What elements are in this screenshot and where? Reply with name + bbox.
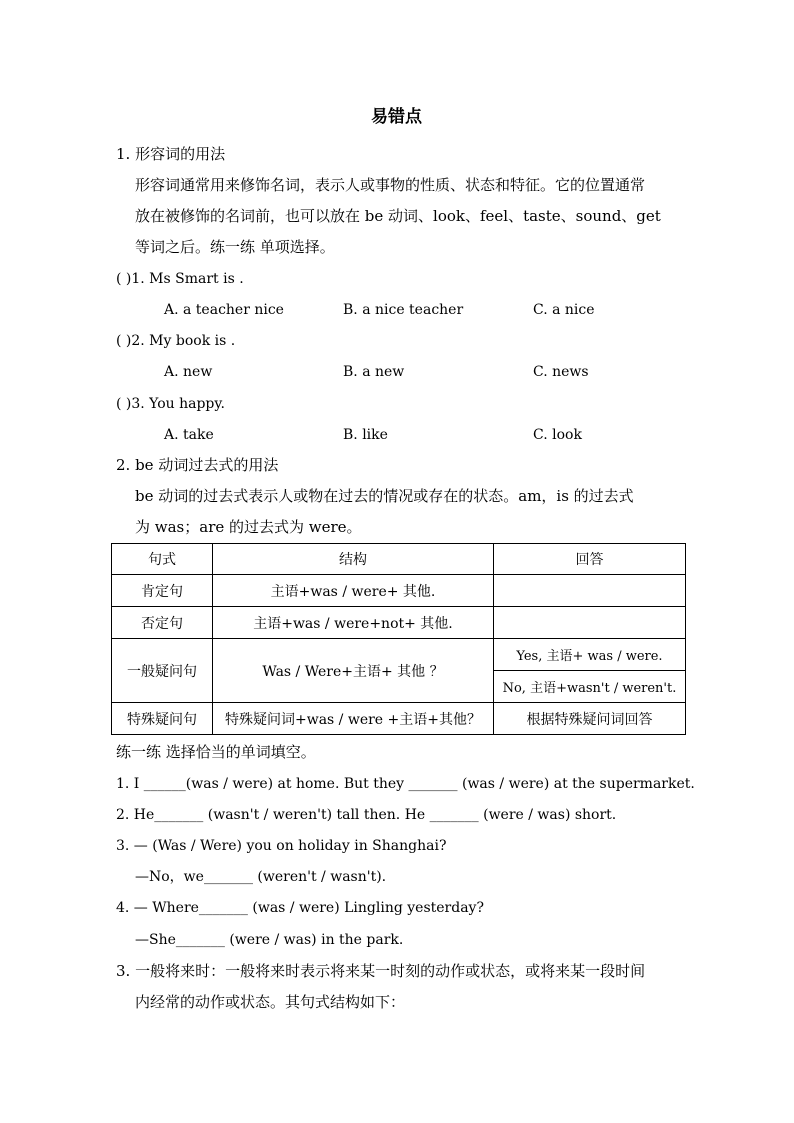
question-1-option-a: A. a teacher nice (164, 302, 284, 318)
practice-line-3: 3. — (Was / Were) you on holiday in Shanghai? (116, 838, 447, 854)
question-3-option-b: B. like (343, 427, 388, 443)
question-3: ( )3. You happy. (116, 396, 225, 412)
practice-line-5: 4. — Where_______ (was / were) Lingling yesterday? (116, 900, 484, 916)
table-cell-structure: 主语+was / were+ 其他. (213, 575, 494, 607)
section2-para-line-2: 为 was；are 的过去式为 were。 (135, 518, 362, 536)
practice-line-2: 2. He_______ (wasn't / weren't) tall then. He _______ (were / was) short. (116, 807, 617, 823)
table-header-row (112, 544, 686, 575)
table-row (112, 639, 686, 671)
table-cell-answer: 根据特殊疑问词回答 (494, 703, 686, 735)
question-3-option-a: A. take (164, 427, 214, 443)
section3-line-2: 内经常的动作或状态。其句式结构如下： (135, 993, 406, 1011)
practice-line-6: —She_______ (were / was) in the park. (135, 932, 404, 948)
section3-line-1: 3. 一般将来时：一般将来时表示将来某一时刻的动作或状态，或将来某一段时间 (116, 962, 646, 980)
table-cell-answer-no: No, 主语+wasn't / weren't. (494, 671, 686, 703)
table-row (112, 575, 686, 607)
section1-para-line-1: 形容词通常用来修饰名词，表示人或事物的性质、状态和特征。它的位置通常 (135, 176, 646, 194)
table-cell-answer (494, 575, 686, 607)
question-3-option-c: C. look (533, 427, 582, 443)
section1-para-line-2: 放在被修饰的名词前，也可以放在 be 动词、look、feel、taste、sound、get (135, 207, 661, 225)
question-2-option-a: A. new (164, 364, 213, 380)
be-past-tense-table (111, 543, 686, 735)
question-2-option-b: B. a new (343, 364, 405, 380)
table-header-cell: 回答 (494, 544, 686, 575)
table-cell-structure: Was / Were+主语+ 其他 ？ (213, 639, 494, 703)
table-row (112, 607, 686, 639)
table-cell-type: 特殊疑问句 (112, 703, 213, 735)
table-header-cell: 结构 (213, 544, 494, 575)
question-2: ( )2. My book is . (116, 333, 236, 349)
table-cell-type: 否定句 (112, 607, 213, 639)
table-header-cell: 句式 (112, 544, 213, 575)
page-title: 易错点 (371, 107, 422, 127)
practice-title: 练一练 选择恰当的单词填空。 (116, 743, 316, 761)
section2-para-line-1: be 动词的过去式表示人或物在过去的情况或存在的状态。am，is 的过去式 (135, 487, 634, 505)
table-cell-type: 肯定句 (112, 575, 213, 607)
table-cell-structure: 主语+was / were+not+ 其他. (213, 607, 494, 639)
table-row (112, 703, 686, 735)
table-cell-structure: 特殊疑问词+was / were +主语+其他？ (213, 703, 494, 735)
practice-line-4: —No，we_______ (weren't / wasn't). (135, 869, 387, 885)
table-cell-type: 一般疑问句 (112, 639, 213, 703)
table-cell-answer (494, 607, 686, 639)
table-cell-answer-yes: Yes, 主语+ was / were. (494, 639, 686, 671)
question-1-option-b: B. a nice teacher (343, 302, 464, 318)
section1-heading: 1. 形容词的用法 (116, 145, 226, 163)
section2-heading: 2. be 动词过去式的用法 (116, 456, 279, 474)
question-2-option-c: C. news (533, 364, 589, 380)
practice-line-1: 1. I ______(was / were) at home. But they _______ (was / were) at the supermarket. (116, 776, 695, 792)
question-1: ( )1. Ms Smart is . (116, 271, 244, 287)
question-1-option-c: C. a nice (533, 302, 595, 318)
section1-para-line-3: 等词之后。练一练 单项选择。 (135, 238, 335, 256)
